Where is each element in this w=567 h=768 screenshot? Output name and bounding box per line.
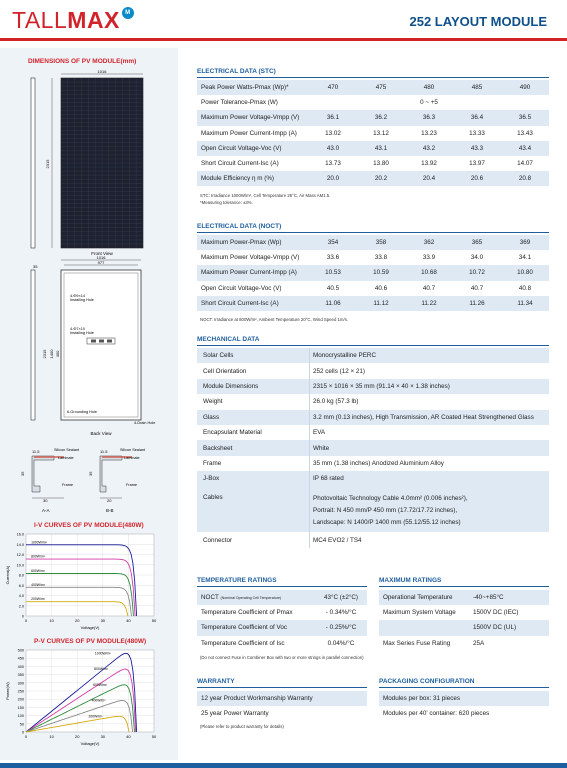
x-tick-label: 40 — [126, 734, 131, 739]
stc-title: ELECTRICAL DATA (STC) — [197, 68, 276, 75]
param-value: 11.22 — [405, 296, 453, 311]
param-value: 0 ~ +5 — [309, 95, 549, 110]
param-value: 13.33 — [453, 126, 501, 141]
series-label: 400W/m² — [31, 582, 45, 587]
series-label: 200W/m² — [31, 597, 45, 602]
table-row — [197, 456, 549, 471]
svg-text:Installing Hole: Installing Hole — [70, 298, 94, 302]
table-row — [197, 425, 549, 440]
silicon-label-b: Silicon Sealant — [120, 448, 146, 452]
param-value: 33.9 — [405, 250, 453, 265]
y-axis-label: Power(W) — [5, 682, 10, 700]
hole2-label: 4-Φ7×10 — [70, 327, 85, 331]
packaging-table — [379, 691, 549, 721]
param-value: 20.8 — [501, 171, 549, 186]
temp-value: - 0.34%/°C — [315, 605, 367, 620]
y-tick-label: 10.0 — [16, 563, 24, 568]
param-value: 13.12 — [357, 126, 405, 141]
footer-bar — [0, 763, 567, 768]
param-value: 33.6 — [309, 250, 357, 265]
brand-mark-icon: M — [122, 7, 134, 19]
cables-label: Cables — [203, 494, 223, 501]
series-label: 200W/m² — [88, 714, 103, 719]
param-value: 11.06 — [309, 296, 357, 311]
maxr-value: 1500V DC (UL) — [469, 620, 549, 635]
table-row — [197, 590, 367, 605]
mech-value: EVA — [309, 425, 549, 440]
y-tick-label: 500 — [17, 648, 24, 653]
param-value: 490 — [501, 80, 549, 95]
maxr-label — [379, 620, 469, 635]
param-value: 20.6 — [453, 171, 501, 186]
back-height3-label: 400 — [55, 350, 60, 358]
series-label: 600W/m² — [93, 682, 107, 687]
stc-table — [197, 80, 549, 186]
table-row — [197, 348, 549, 363]
header-divider — [0, 38, 567, 41]
y-tick-label: 16.0 — [16, 532, 24, 537]
svg-text:Installing Hole: Installing Hole — [70, 331, 94, 335]
side-35-label: 35 — [33, 264, 38, 269]
warranty-item: 25 year Power Warranty — [197, 706, 367, 721]
series-label: 1000W/m² — [31, 540, 47, 545]
param-value: 10.72 — [453, 265, 501, 280]
table-row — [197, 281, 549, 296]
table-row — [197, 636, 367, 651]
y-tick-label: 0 — [21, 730, 24, 735]
laminate-label-a: Laminate — [58, 456, 74, 460]
front-height-label: 2315 — [45, 159, 50, 169]
temp-table — [197, 590, 367, 651]
warranty-title: WARRANTY — [197, 678, 235, 685]
temp-label: Temperature Coefficient of Voc — [197, 620, 315, 635]
table-row — [379, 590, 549, 605]
param-value: 33.8 — [357, 250, 405, 265]
param-value: 40.7 — [453, 281, 501, 296]
cables-value: Photovoltaic Technology Cable 4.0mm² (0.006 inches²), Portrait: N 450 mm/P 450 mm (17.72/17.72 inches), Landscape: N 1400/P 1400 mm (55.12/55.12 inches) — [313, 495, 468, 526]
mech-value: Monocrystalline PERC — [309, 348, 549, 363]
drain-hole-label: 4-Drain Hole — [134, 421, 156, 425]
mech-value: 252 cells (12 × 21) — [309, 363, 549, 378]
mech-label: J-Box — [197, 471, 309, 486]
table-row — [197, 265, 549, 280]
pv-chart — [4, 646, 174, 750]
section-a-caption: A-A — [42, 508, 50, 513]
back-width-label: 1016 — [96, 255, 106, 260]
maxr-value: 1500V DC (IEC) — [469, 605, 549, 620]
x-tick-label: 30 — [100, 734, 106, 739]
y-tick-label: 300 — [17, 681, 24, 686]
noct-note: NOCT: Irradiance at 800W/m², Ambient Temperature 20°C, Wind Speed 1m/s. — [200, 317, 349, 322]
connector-label: Connector — [203, 537, 233, 544]
param-value: 11.12 — [357, 296, 405, 311]
maxr-label: Max Series Fuse Rating — [379, 636, 469, 651]
table-row — [197, 95, 549, 110]
param-value: 40.5 — [309, 281, 357, 296]
param-value: 362 — [405, 235, 453, 250]
back-inner-label: 977 — [97, 260, 105, 265]
noct-label: NOCT — [201, 594, 219, 602]
back-height-label: 2315 — [42, 349, 47, 359]
max-ratings-table — [379, 590, 549, 651]
warranty-table — [197, 691, 367, 721]
series-label: 600W/m² — [31, 568, 45, 573]
table-row — [197, 440, 549, 455]
param-value: 36.4 — [453, 110, 501, 125]
noct-sub-label: (Nominal Operating Cell Temperature) — [220, 596, 282, 601]
param-value: 14.07 — [501, 156, 549, 171]
y-tick-label: 50 — [19, 722, 24, 727]
x-tick-label: 10 — [49, 618, 54, 623]
y-tick-label: 14.0 — [16, 542, 24, 547]
mech-table — [197, 348, 549, 487]
mech-value: 2315 × 1016 × 35 mm (91.14 × 40 × 1.38 inches) — [309, 379, 549, 394]
table-row — [197, 620, 367, 635]
frame-label-b: Frame — [126, 483, 137, 487]
param-label: Maximum Power-Pmax (Wp) — [197, 235, 309, 250]
table-row — [197, 250, 549, 265]
param-value: 11.34 — [501, 296, 549, 311]
table-row — [197, 296, 549, 311]
x-tick-label: 50 — [151, 618, 157, 623]
table-row — [197, 605, 367, 620]
temp-label: Temperature Coefficient of Isc — [197, 636, 315, 651]
param-value: 365 — [453, 235, 501, 250]
param-value: 10.59 — [357, 265, 405, 280]
param-label: Maximum Power Voltage-Vmpp (V) — [197, 250, 309, 265]
table-row — [197, 235, 549, 250]
param-value: 480 — [405, 80, 453, 95]
param-value: 43.4 — [501, 141, 549, 156]
series-label: 800W/m² — [94, 667, 108, 672]
param-value: 475 — [357, 80, 405, 95]
y-tick-label: 8.0 — [18, 573, 24, 578]
y-tick-label: 450 — [17, 656, 24, 661]
table-row — [197, 171, 549, 186]
y-tick-label: 4.0 — [18, 594, 24, 598]
param-value: 10.53 — [309, 265, 357, 280]
x-tick-label: 30 — [100, 618, 106, 623]
table-row — [197, 363, 549, 378]
param-value: 34.1 — [501, 250, 549, 265]
maxr-label: Operational Temperature — [379, 590, 469, 605]
param-label: Maximum Power Current-Impp (A) — [197, 126, 309, 141]
param-value: 34.0 — [453, 250, 501, 265]
y-tick-label: 350 — [17, 673, 24, 678]
x-tick-label: 10 — [49, 734, 54, 739]
pv-chart-title: P-V CURVES OF PV MODULE(480W) — [34, 638, 147, 645]
x-tick-label: 0 — [24, 618, 28, 623]
silicon-label-a: Silicon Sealant — [54, 448, 80, 452]
table-row — [197, 379, 549, 394]
table-row — [197, 706, 367, 721]
param-label: Module Efficiency η m (%) — [197, 171, 309, 186]
param-value: 470 — [309, 80, 357, 95]
mech-label: Module Dimensions — [197, 379, 309, 394]
y-tick-label: 12.0 — [16, 553, 24, 557]
sec-b-dim2: 35 — [88, 471, 93, 476]
param-value: 10.68 — [405, 265, 453, 280]
param-value: 40.7 — [405, 281, 453, 296]
warranty-note: (Please refer to product warranty for details) — [200, 724, 284, 729]
hole1-label: 4-Φ9×14 — [70, 294, 85, 298]
temp-value: - 0.25%/°C — [315, 620, 367, 635]
front-view-caption: Front View — [91, 251, 113, 256]
param-value: 13.80 — [357, 156, 405, 171]
back-view-caption: Back View — [90, 431, 112, 436]
x-tick-label: 0 — [24, 734, 28, 739]
mech-value: 35 mm (1.38 inches) Anodized Aluminium Alloy — [309, 456, 549, 471]
temp-label — [197, 590, 315, 605]
temp-note: (Do not connect Fuse in Combiner Box with two or more strings in parallel connection) — [200, 655, 364, 660]
table-row — [197, 126, 549, 141]
temp-title: TEMPERATURE RATINGS — [197, 577, 277, 584]
param-value: 36.3 — [405, 110, 453, 125]
temp-value: 0.04%/°C — [315, 636, 367, 651]
dimension-drawings — [0, 64, 178, 464]
y-tick-label: 150 — [17, 705, 24, 710]
noct-title: ELECTRICAL DATA (NOCT) — [197, 223, 282, 230]
table-row — [379, 706, 549, 721]
y-axis-label: Current(A) — [5, 565, 10, 585]
temp-value: 43°C (±2°C) — [315, 590, 367, 605]
x-axis-label: Voltage(V) — [80, 625, 100, 630]
front-width-label: 1016 — [97, 69, 107, 74]
connector-row — [197, 533, 549, 548]
param-value: 13.02 — [309, 126, 357, 141]
page-title: 252 LAYOUT MODULE — [409, 14, 547, 29]
param-label: Open Circuit Voltage-Voc (V) — [197, 141, 309, 156]
packaging-item: Modules per 40' container: 620 pieces — [379, 706, 549, 721]
param-label: Maximum Power Current-Impp (A) — [197, 265, 309, 280]
y-tick-label: 2.0 — [18, 604, 24, 609]
table-row — [197, 141, 549, 156]
series-label: 800W/m² — [31, 554, 45, 559]
sec-b-dim3: 20 — [107, 498, 112, 503]
param-value: 36.5 — [501, 110, 549, 125]
param-value: 13.92 — [405, 156, 453, 171]
param-value: 13.73 — [309, 156, 357, 171]
frame-label-a: Frame — [62, 483, 73, 487]
packaging-item: Modules per box: 31 pieces — [379, 691, 549, 706]
mech-label: Encapsulant Material — [197, 425, 309, 440]
param-value: 43.3 — [453, 141, 501, 156]
connector-value: MC4 EVO2 / TS4 — [313, 537, 362, 544]
maxr-value: -40~+85°C — [469, 590, 549, 605]
mech-title: MECHANICAL DATA — [197, 336, 260, 343]
param-value: 11.26 — [453, 296, 501, 311]
table-row — [197, 394, 549, 409]
stc-note: STC: Irradiance 1000W/m², Cell Temperature 25°C, Air Mass AM1.5. — [200, 193, 331, 198]
back-height2-label: 1400 — [49, 349, 54, 359]
table-row — [197, 691, 367, 706]
mech-label: Frame — [197, 456, 309, 471]
mech-label: Cell Orientation — [197, 363, 309, 378]
param-label: Short Circuit Current-Isc (A) — [197, 156, 309, 171]
x-tick-label: 20 — [74, 618, 80, 623]
param-label: Open Circuit Voltage-Voc (V) — [197, 281, 309, 296]
laminate-label-b: Laminate — [124, 456, 140, 460]
param-value: 20.2 — [357, 171, 405, 186]
warranty-item: 12 year Product Workmanship Warranty — [197, 691, 367, 706]
dimensions-title: DIMENSIONS OF PV MODULE(mm) — [28, 58, 137, 65]
param-value: 13.23 — [405, 126, 453, 141]
param-label: Power Tolerance-Pmax (W) — [197, 95, 309, 110]
param-value: 43.1 — [357, 141, 405, 156]
param-value: 40.8 — [501, 281, 549, 296]
x-tick-label: 20 — [74, 734, 80, 739]
x-tick-label: 40 — [126, 618, 131, 623]
table-row — [379, 605, 549, 620]
y-tick-label: 6.0 — [18, 583, 24, 588]
series-label: 400W/m² — [91, 698, 106, 703]
maxr-label: Maximum System Voltage — [379, 605, 469, 620]
sec-a-dim3: 30 — [43, 498, 48, 503]
param-value: 13.43 — [501, 126, 549, 141]
param-label: Peak Power Watts-Pmax (Wp)* — [197, 80, 309, 95]
param-value: 358 — [357, 235, 405, 250]
sec-a-dim1: 11.5 — [32, 449, 40, 454]
maxr-value: 25A — [469, 636, 549, 651]
mech-label: Weight — [197, 394, 309, 409]
mech-value: IP 68 rated — [309, 471, 549, 486]
table-row — [197, 410, 549, 425]
iv-chart-title: I-V CURVES OF PV MODULE(480W) — [34, 522, 144, 529]
stc-tolerance-note: *Measuring tolerance: ±3%. — [200, 200, 253, 205]
param-value: 485 — [453, 80, 501, 95]
table-row — [197, 110, 549, 125]
param-value: 40.6 — [357, 281, 405, 296]
sec-a-dim2: 35 — [20, 471, 25, 476]
cross-sections — [20, 448, 170, 518]
sec-b-dim1: 11.5 — [100, 449, 108, 454]
mech-value: 3.2 mm (0.13 inches), High Transmission, AR Coated Heat Strengthened Glass — [309, 410, 549, 425]
param-value: 36.1 — [309, 110, 357, 125]
param-value: 20.4 — [405, 171, 453, 186]
y-tick-label: 100 — [17, 714, 24, 719]
y-tick-label: 200 — [17, 697, 24, 702]
table-row — [379, 691, 549, 706]
packaging-title: PACKAGING CONFIGURATION — [379, 678, 475, 685]
y-tick-label: 0 — [21, 614, 24, 619]
series-label: 1000W/m² — [94, 651, 111, 656]
param-value: 36.2 — [357, 110, 405, 125]
param-value: 10.80 — [501, 265, 549, 280]
y-tick-label: 400 — [17, 664, 24, 669]
header — [0, 0, 567, 40]
param-label: Maximum Power Voltage-Vmpp (V) — [197, 110, 309, 125]
grounding-hole-label: 6-Grounding Hole — [67, 410, 97, 414]
param-value: 43.2 — [405, 141, 453, 156]
table-row — [197, 471, 549, 486]
side-profile — [31, 78, 35, 248]
x-tick-label: 50 — [151, 734, 157, 739]
back-view-panel — [61, 270, 141, 420]
mech-label: Solar Cells — [197, 348, 309, 363]
section-b-caption: B-B — [106, 508, 114, 513]
x-axis-label: Voltage(V) — [80, 741, 100, 746]
param-value: 13.97 — [453, 156, 501, 171]
table-row — [379, 620, 549, 635]
y-tick-label: 250 — [17, 689, 24, 694]
table-row — [197, 156, 549, 171]
table-row — [379, 636, 549, 651]
param-label: Short Circuit Current-Isc (A) — [197, 296, 309, 311]
table-row — [197, 80, 549, 95]
cables-row — [197, 487, 549, 532]
mech-value: White — [309, 440, 549, 455]
max-ratings-title: MAXIMUM RATINGS — [379, 577, 442, 584]
mech-label: Backsheet — [197, 440, 309, 455]
brand-logo: TALLMAX M — [12, 7, 134, 34]
param-value: 369 — [501, 235, 549, 250]
iv-chart — [4, 530, 174, 636]
mech-label: Glass — [197, 410, 309, 425]
param-value: 43.0 — [309, 141, 357, 156]
temp-label: Temperature Coefficient of Pmax — [197, 605, 315, 620]
param-value: 354 — [309, 235, 357, 250]
param-value: 20.0 — [309, 171, 357, 186]
noct-table — [197, 235, 549, 311]
mech-value: 26.0 kg (57.3 lb) — [309, 394, 549, 409]
